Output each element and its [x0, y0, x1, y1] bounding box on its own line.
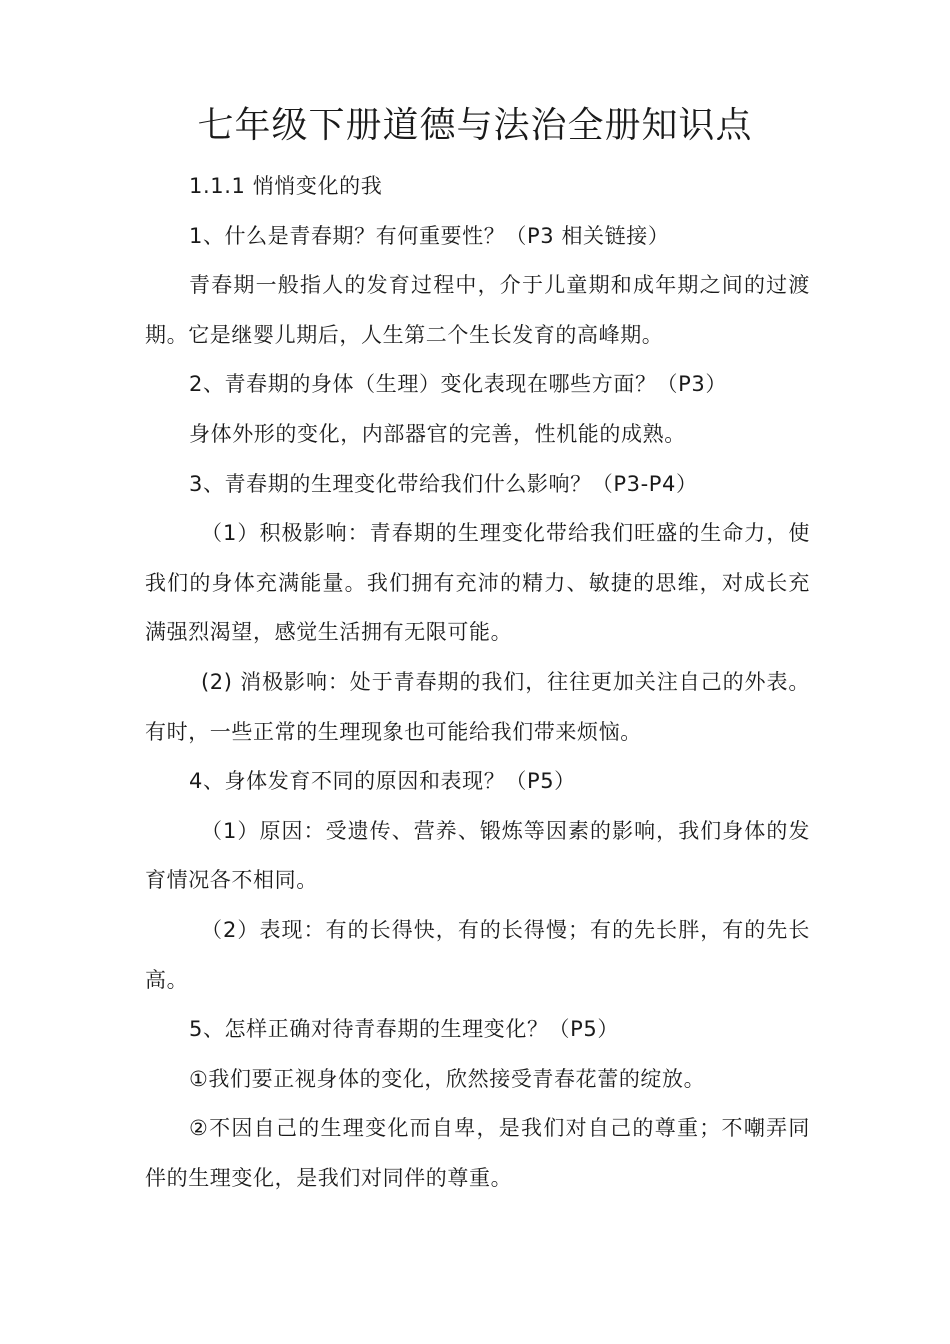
question-5: 5、怎样正确对待青春期的生理变化？（P5） [189, 1017, 619, 1042]
answer-5-point-2: ②不因自己的生理变化而自卑，是我们对自己的尊重；不嘲弄同伴的生理变化，是我们对同伴的尊重。 [145, 1116, 810, 1190]
question-2: 2、青春期的身体（生理）变化表现在哪些方面？（P3） [189, 372, 727, 397]
question-4: 4、身体发育不同的原因和表现？（P5） [189, 769, 576, 794]
answer-4-cause: （1）原因：受遗传、营养、锻炼等因素的影响，我们身体的发育情况各不相同。 [145, 818, 810, 893]
answer-3-negative: (2) 消极影响：处于青春期的我们，往往更加关注自己的外表。有时，一些正常的生理现象也可能给我们带来烦恼。 [145, 669, 810, 744]
answer-5-point-1: ①我们要正视身体的变化，欣然接受青春花蕾的绽放。 [189, 1066, 706, 1091]
document-body [145, 162, 810, 1203]
question-1: 1、什么是青春期？有何重要性？（P3 相关链接） [189, 223, 670, 248]
answer-4-manifestation: （2）表现：有的长得快，有的长得慢；有的先长胖，有的先长高。 [145, 917, 810, 992]
answer-2: 身体外形的变化，内部器官的完善，性机能的成熟。 [189, 421, 686, 446]
answer-3-positive: （1）积极影响：青春期的生理变化带给我们旺盛的生命力，使我们的身体充满能量。我们拥有充沛的精力、敏捷的思维，对成长充满强烈渴望，感觉生活拥有无限可能。 [145, 521, 810, 645]
document-title: 七年级下册道德与法治全册知识点 [197, 105, 753, 146]
question-3: 3、青春期的生理变化带给我们什么影响？（P3-P4） [189, 471, 698, 496]
answer-1: 青春期一般指人的发育过程中，介于儿童期和成年期之间的过渡期。它是继婴儿期后，人生第二个生长发育的高峰期。 [145, 273, 810, 347]
section-heading: 1.1.1 悄悄变化的我 [189, 174, 383, 198]
